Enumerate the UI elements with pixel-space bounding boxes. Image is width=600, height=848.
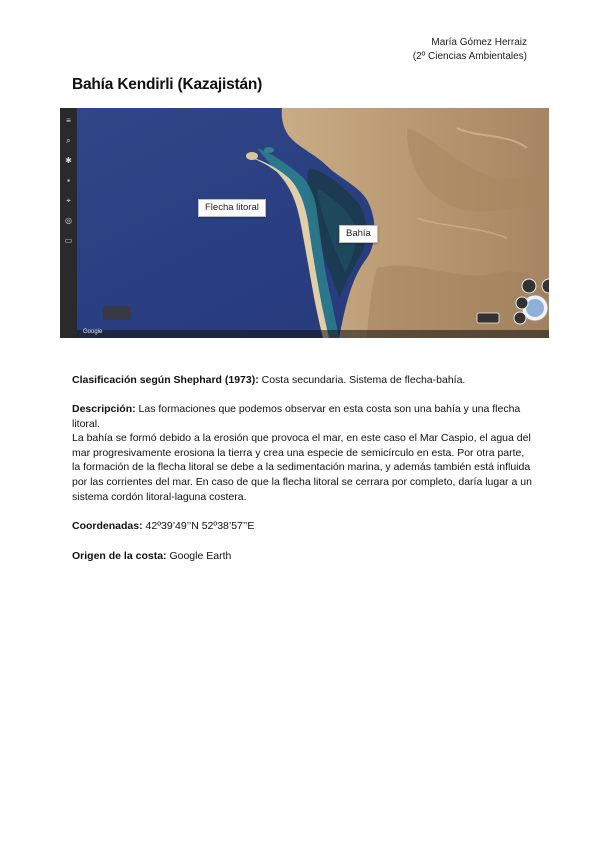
google-logo: Google — [83, 329, 103, 335]
page-title: Bahía Kendirli (Kazajistán) — [72, 76, 263, 93]
share-icon[interactable]: ▭ — [64, 236, 73, 245]
origin-value: Google Earth — [166, 550, 232, 562]
satellite-map — [77, 108, 549, 338]
origin-paragraph — [72, 549, 532, 564]
map-status-bar — [77, 330, 549, 338]
search-icon[interactable]: ⌕ — [66, 136, 71, 145]
label-flecha-litoral: Flecha litoral — [198, 199, 266, 217]
origin-label: Origen de la costa: — [72, 550, 167, 562]
description-line1: Las formaciones que podemos observar en esta costa son una bahía y una flecha litoral. — [72, 403, 521, 430]
coordinates-paragraph — [72, 519, 532, 534]
menu-icon[interactable]: ≡ — [66, 116, 71, 125]
author-name: María Gómez Herraiz — [431, 37, 527, 48]
author-block — [413, 36, 527, 64]
pin-icon[interactable]: ⌖ — [66, 196, 71, 205]
classification-value: Costa secundaria. Sistema de flecha-bahía. — [258, 374, 466, 386]
satellite-figure — [60, 108, 549, 338]
label-bahia: Bahía — [339, 225, 378, 243]
classification-paragraph — [72, 373, 532, 388]
coordinates-value: 42º39’49’’N 52º38’57’’E — [142, 520, 255, 532]
dice-icon[interactable]: ▪ — [67, 176, 70, 185]
coordinates-label: Coordenadas: — [72, 520, 143, 532]
author-course: (2º Ciencias Ambientales) — [412, 51, 527, 62]
classification-label: Clasificación según Shephard (1973): — [72, 374, 259, 386]
ruler-icon[interactable]: ◎ — [65, 216, 72, 225]
description-label: Descripción: — [72, 403, 136, 415]
description-body: La bahía se formó debido a la erosión que provoca el mar, en este caso el Mar Caspio, el agua del mar progresivamente erosiona la tierra y crea una especie de semicírculo en esta. Por otra parte, la formación de la flecha litoral se debe a la sedimentación marina, y además también está influida por las corrientes del mar. En caso de que la flecha litoral se cerrara por completo, daría lugar a un sistema cordón litoral-laguna costera. — [72, 432, 532, 503]
map-sidebar — [60, 108, 77, 338]
voyager-icon[interactable]: ✱ — [65, 156, 72, 165]
description-paragraph — [72, 402, 532, 504]
